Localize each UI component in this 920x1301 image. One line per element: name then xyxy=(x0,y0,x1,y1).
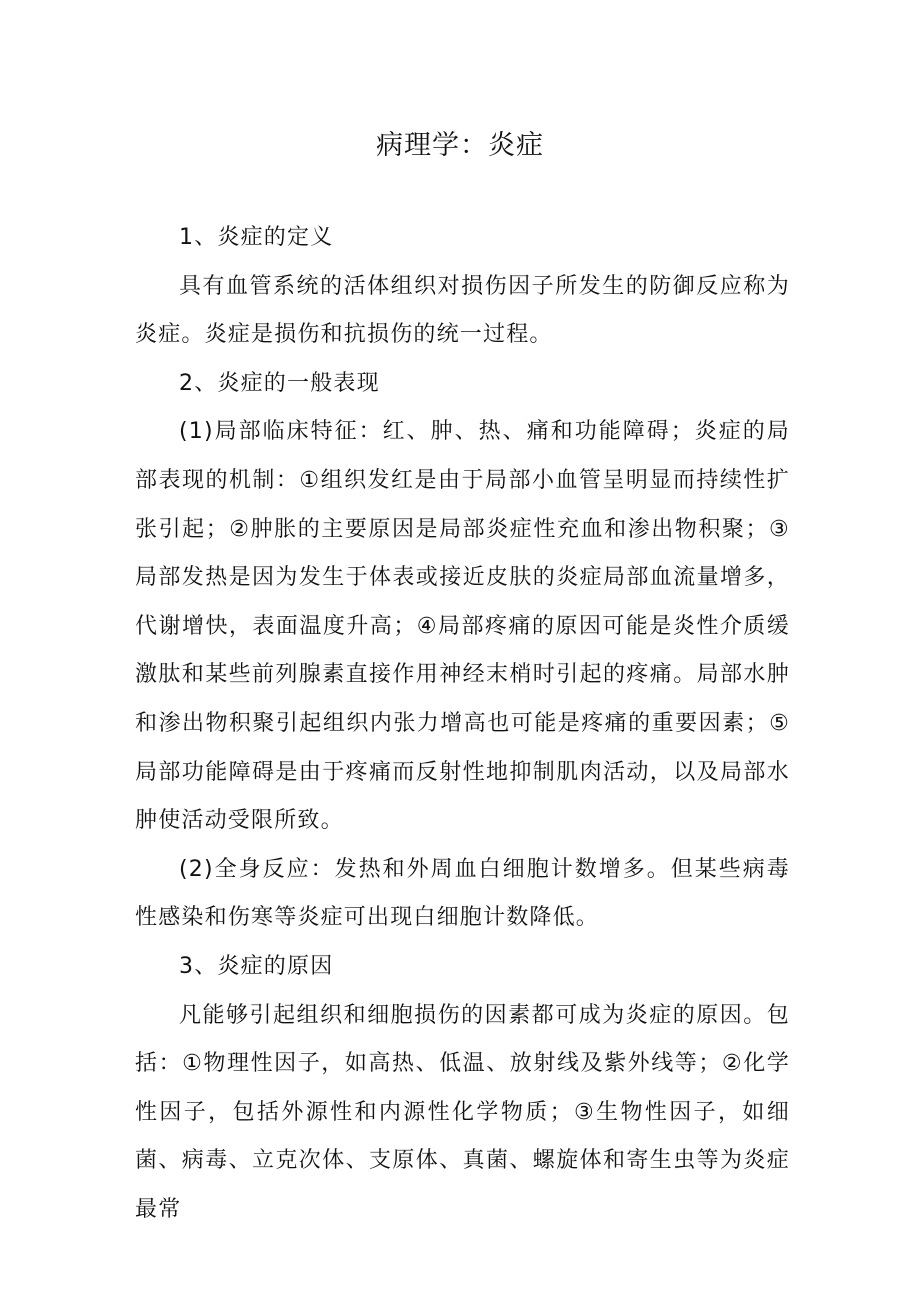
document-title: 病理学：炎症 xyxy=(376,130,544,161)
paragraph-definition: 具有血管系统的活体组织对损伤因子所发生的防御反应称为炎症。炎症是损伤和抗损伤的统一过程。 xyxy=(135,273,790,348)
section-heading-manifestations: 2、炎症的一般表现 xyxy=(179,370,380,396)
document-body xyxy=(135,214,790,1234)
section-heading-causes: 3、炎症的原因 xyxy=(179,953,334,979)
paragraph-systemic-reaction: (2)全身反应：发热和外周血白细胞计数增多。但某些病毒性感染和伤寒等炎症可出现白细胞计数降低。 xyxy=(135,856,790,931)
section-heading-definition: 1、炎症的定义 xyxy=(179,225,334,250)
paragraph-causes: 凡能够引起组织和细胞损伤的因素都可成为炎症的原因。包括：①物理性因子，如高热、低温、放射线及紫外线等；②化学性因子，包括外源性和内源性化学物质；③生物性因子，如细菌、病毒、立克次体、支原体、真菌、螺旋体和寄生虫等为炎症最常 xyxy=(135,1002,790,1222)
paragraph-local-features: (1)局部临床特征：红、肿、热、痛和功能障碍；炎症的局部表现的机制：①组织发红是由于局部小血管呈明显而持续性扩张引起；②肿胀的主要原因是局部炎症性充血和渗出物积聚；③局部发热是因为发生于体表或接近皮肤的炎症局部血流量增多，代谢增快，表面温度升高；④局部疼痛的原因可能是炎性介质缓激肽和某些前列腺素直接作用神经末梢时引起的疼痛。局部水肿和渗出物积聚引起组织内张力增高也可能是疼痛的重要因素；⑤局部功能障碍是由于疼痛而反射性地抑制肌肉活动，以及局部水肿使活动受限所致。 xyxy=(135,419,790,834)
